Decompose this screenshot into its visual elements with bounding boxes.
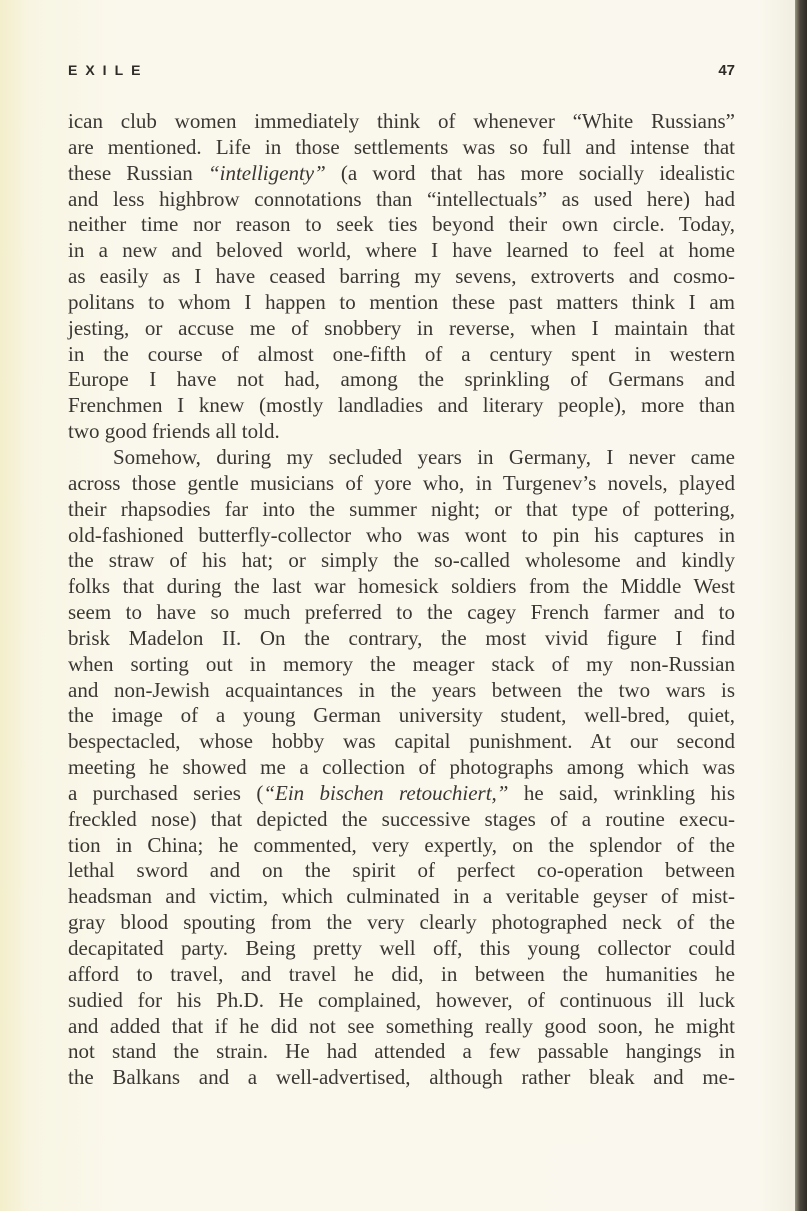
text-line <box>68 342 735 368</box>
text-line <box>68 109 735 135</box>
text-line <box>68 962 735 988</box>
text-line <box>68 1014 735 1040</box>
line-text: are mentioned. Life in those settlements was so full and intense that <box>68 134 735 159</box>
line-text: the image of a young German university student, well-bred, quiet, <box>68 703 735 728</box>
text-line <box>68 135 735 161</box>
text-line <box>68 703 735 729</box>
line-text: jesting, or accuse me of snobbery in reverse, when I maintain that <box>68 315 735 340</box>
text-line <box>68 212 735 238</box>
text-line <box>68 755 735 781</box>
text-line <box>68 1039 735 1065</box>
text-line <box>68 161 735 187</box>
text-line <box>68 238 735 264</box>
line-text: across those gentle musicians of yore who, in Turgenev’s novels, played <box>68 470 735 495</box>
text-line <box>68 367 735 393</box>
line-text: meeting he showed me a collection of photographs among which was <box>68 755 735 780</box>
line-text: decapitated party. Being pretty well off, this young collector could <box>68 936 735 960</box>
line-text: afford to travel, and travel he did, in between the humanities he <box>68 961 735 986</box>
line-text: in the course of almost one-fifth of a century spent in western <box>68 341 735 366</box>
line-text: Europe I have not had, among the sprinkling of Germans and <box>68 367 735 392</box>
text-line <box>68 548 735 574</box>
text-line <box>68 936 735 962</box>
text-line <box>68 600 735 626</box>
text-line <box>68 781 735 807</box>
body-text <box>68 109 735 1091</box>
line-text: tion in China; he commented, very expertly, on the splendor of the <box>68 832 735 857</box>
line-text: when sorting out in memory the meager stack of my non-Russian <box>68 651 735 676</box>
line-text: folks that during the last war homesick soldiers from the Middle West <box>68 574 735 599</box>
text-line <box>68 187 735 213</box>
text-line <box>68 316 735 342</box>
running-head: EXILE <box>68 62 149 78</box>
line-text: not stand the strain. He had attended a few passable hangings in <box>68 1039 735 1064</box>
line-text: and added that if he did not see something really good soon, he might <box>68 1013 735 1038</box>
line-text-continued: (a word that has more socially idealistic <box>325 160 736 185</box>
line-text: lethal sword and on the spirit of perfect co-operation between <box>68 858 735 883</box>
text-line <box>68 807 735 833</box>
text-line <box>68 910 735 936</box>
line-text-continued: he said, wrinkling his <box>508 780 735 805</box>
line-text: as easily as I have ceased barring my sevens, extroverts and cosmo- <box>68 264 735 289</box>
text-line <box>68 574 735 600</box>
italic-phrase: “intelligenty” <box>207 160 326 185</box>
line-text: the Balkans and a well-advertised, although rather bleak and me- <box>68 1065 735 1090</box>
line-text: their rhapsodies far into the summer night; or that type of pottering, <box>68 496 735 521</box>
line-text: bespectacled, whose hobby was capital punishment. At our second <box>68 729 735 754</box>
line-text: and non-Jewish acquaintances in the years between the two wars is <box>68 677 735 702</box>
line-text: in a new and beloved world, where I have learned to feel at home <box>68 238 735 263</box>
line-text: brisk Madelon II. On the contrary, the most vivid figure I find <box>68 625 735 650</box>
text-line <box>68 678 735 704</box>
line-text: freckled nose) that depicted the successive stages of a routine execu- <box>68 806 735 831</box>
text-line <box>68 497 735 523</box>
line-text: these Russian <box>68 160 208 185</box>
line-text: and less highbrow connotations than “intellectuals” as used here) had <box>68 186 735 211</box>
text-line <box>68 419 735 445</box>
italic-phrase: “Ein bischen retouchiert,” <box>263 780 509 805</box>
line-text: a purchased series ( <box>68 780 264 805</box>
text-line <box>68 988 735 1014</box>
line-text: politans to whom I happen to mention these past matters think I am <box>68 289 735 314</box>
text-line <box>68 858 735 884</box>
line-text: Somehow, during my secluded years in Germany, I never came <box>113 444 735 469</box>
line-text: old-fashioned butterfly-collector who was wont to pin his captures in <box>68 522 735 547</box>
text-line <box>68 884 735 910</box>
line-text: two good friends all told. <box>68 419 280 444</box>
text-line <box>68 729 735 755</box>
line-text: gray blood spouting from the very clearly photographed neck of the <box>68 910 735 935</box>
line-text: ican club women immediately think of whenever “White Russians” <box>68 109 735 133</box>
line-text: seem to have so much preferred to the cagey French farmer and to <box>68 600 735 625</box>
text-line <box>68 471 735 497</box>
text-line <box>68 1065 735 1091</box>
line-text: neither time nor reason to seek ties beyond their own circle. Today, <box>68 212 735 237</box>
line-text: the straw of his hat; or simply the so-called wholesome and kindly <box>68 548 735 573</box>
line-text: headsman and victim, which culminated in a veritable geyser of mist- <box>68 884 735 909</box>
text-line <box>68 393 735 419</box>
line-text: Frenchmen I knew (mostly landladies and literary people), more than <box>68 393 735 418</box>
text-line <box>68 290 735 316</box>
line-text: sudied for his Ph.D. He complained, however, of continuous ill luck <box>68 987 735 1012</box>
text-line <box>68 652 735 678</box>
page-number: 47 <box>718 62 735 79</box>
text-line <box>68 523 735 549</box>
text-line <box>68 445 735 471</box>
text-line <box>68 264 735 290</box>
text-line <box>68 626 735 652</box>
text-line <box>68 833 735 859</box>
book-edge-shadow <box>795 0 807 1211</box>
